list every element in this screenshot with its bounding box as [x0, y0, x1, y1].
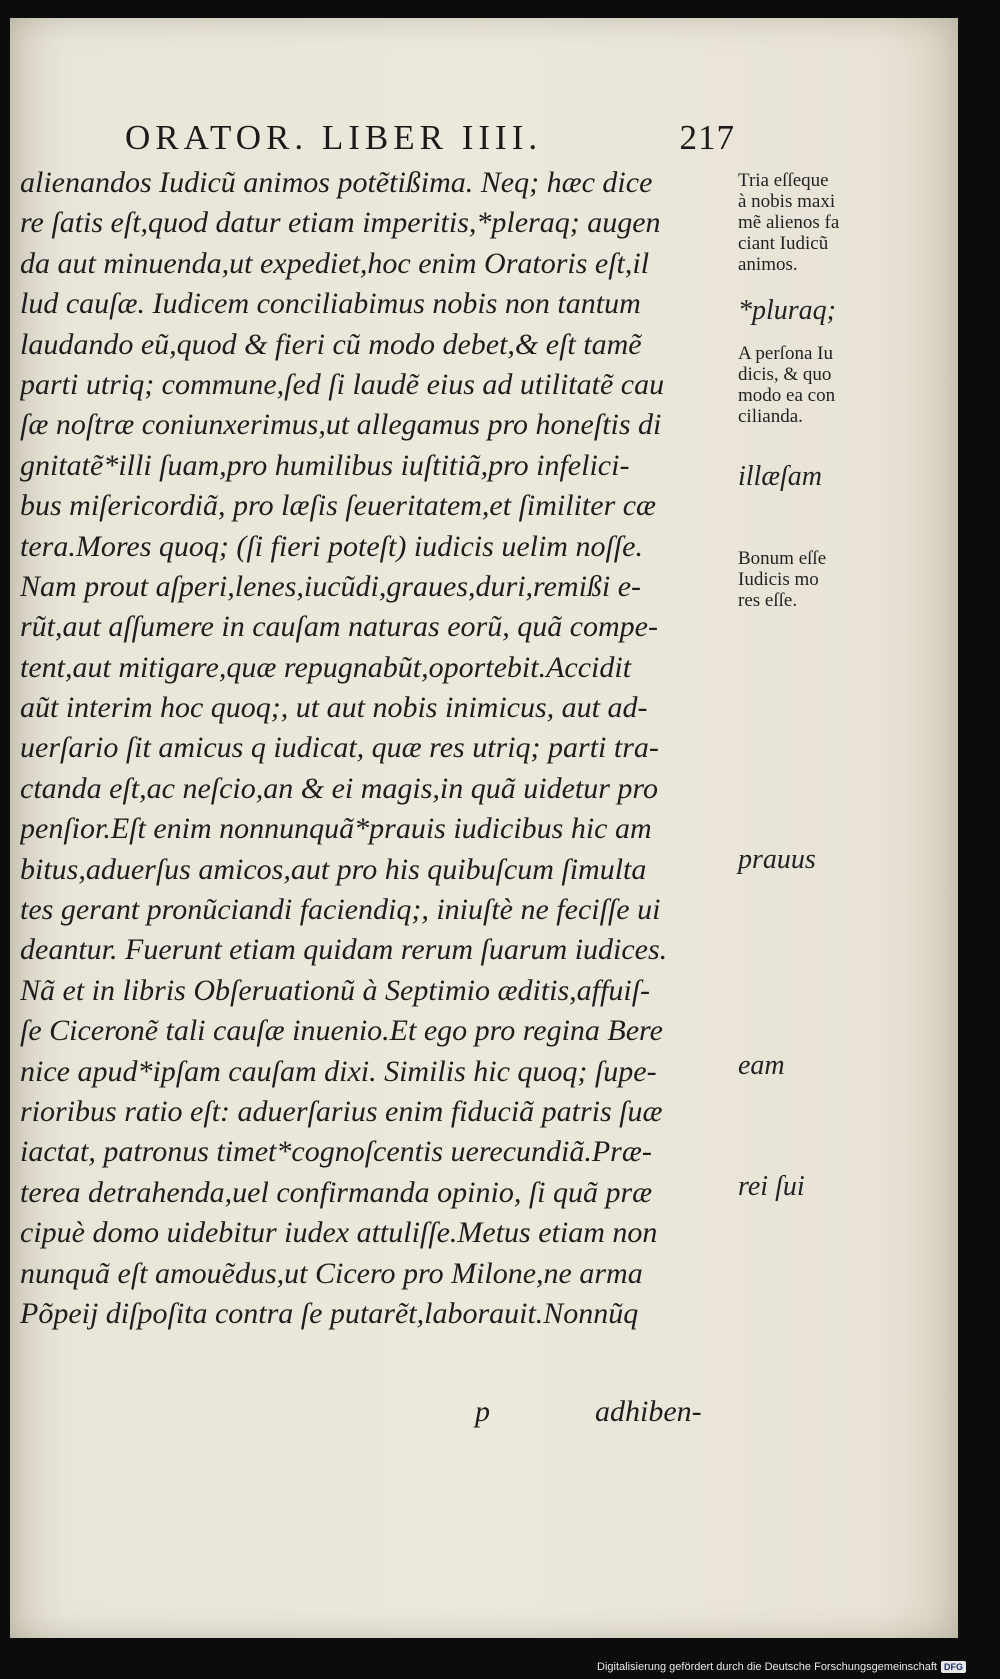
text-line: parti utriq; commune,ſed ſi laudẽ eius ad utilitatẽ cau — [20, 367, 665, 401]
text-line: re ſatis eſt,quod datur etiam imperitis,*pleraq; augen — [20, 206, 661, 240]
text-line: bus miſericordiã, pro læſis ſeueritatem,et ſimiliter cæ — [20, 489, 657, 523]
text-line: terea detrahenda,uel confirmanda opinio, ſi quã præ — [20, 1175, 653, 1209]
text-line: iactat, patronus timet*cognoſcentis uerecundiã.Præ- — [20, 1135, 652, 1169]
text-line: deantur. Fuerunt etiam quidam rerum ſuarum iudices. — [20, 933, 668, 967]
running-header — [125, 118, 735, 158]
text-line: nice apud*ipſam cauſam dixi. Similis hic quoq; ſupe- — [20, 1054, 657, 1088]
main-text-block — [20, 163, 735, 1334]
margin-variant-illaesam: illæſam — [738, 461, 823, 492]
text-line: nunquã eſt amouẽdus,ut Cicero pro Milone,ne arma — [20, 1256, 643, 1290]
text-line: uerſario ſit amicus q iudicat, quæ res utriq; parti tra- — [20, 731, 659, 765]
running-title: ORATOR. LIBER IIII. — [125, 118, 543, 157]
text-line: Nã et in libris Obſeruationũ à Septimio æditis,affuiſ- — [20, 973, 651, 1007]
text-line: da aut minuenda,ut expediet,hoc enim Oratoris eſt,il — [20, 246, 650, 280]
text-line: ſæ noſtræ coniunxerimus,ut allegamus pro honeſtis di — [20, 408, 662, 442]
margin-note-line: cilianda. — [738, 406, 803, 427]
text-line: rioribus ratio eſt: aduerſarius enim fiduciã patris ſuæ — [20, 1094, 663, 1128]
text-line: penſior.Eſt enim nonnunquã*prauis iudicibus hic am — [20, 812, 652, 846]
signature-mark: p — [475, 1395, 490, 1428]
catchword: adhiben- — [595, 1395, 702, 1428]
dfg-logo: DFG — [941, 1661, 966, 1673]
text-line: ctanda eſt,ac neſcio,an & ei magis,in quã uidetur pro — [20, 771, 658, 805]
text-line: ſe Ciceronẽ tali cauſæ inuenio.Et ego pro regina Bere — [20, 1014, 663, 1048]
margin-note-line: mẽ alienos fa — [738, 212, 840, 233]
text-line: tera.Mores quoq; (ſi fieri poteſt) iudicis uelim noſſe. — [20, 529, 643, 563]
text-line: gnitatẽ*illi ſuam,pro humilibus iuſtitiã,pro infelici- — [20, 448, 630, 482]
text-line: lud cauſæ. Iudicem conciliabimus nobis non tantum — [20, 287, 641, 321]
margin-variant-pluraq: *pluraq; — [738, 295, 836, 326]
text-line: alienandos Iudicũ animos potẽtißima. Neq; hæc dice — [20, 166, 653, 199]
margin-note-line: res eſſe. — [738, 590, 798, 611]
text-line: tes gerant pronũciandi faciendiq;, iniuſtè ne feciſſe ui — [20, 893, 661, 927]
text-line: Põpeij diſpoſita contra ſe putarẽt,laborauit.Nonnũq — [20, 1296, 639, 1330]
margin-note-line: ciant Iudicũ — [738, 233, 829, 254]
footer-credit: Digitalisierung gefördert durch die Deutsche Forschungsgemeinschaft — [597, 1661, 937, 1673]
text-line: cipuè domo uidebitur iudex attuliſſe.Metus etiam non — [20, 1216, 658, 1250]
margin-note-tria — [738, 170, 898, 275]
page-number: 217 — [679, 118, 735, 157]
digitization-footer — [597, 1661, 966, 1673]
margin-note-bonum — [738, 548, 898, 611]
margin-note-line: Tria eſſeque — [738, 170, 829, 191]
margin-variant-prauus: prauus — [738, 844, 816, 875]
margin-note-persona — [738, 343, 898, 427]
text-line: bitus,aduerſus amicos,aut pro his quibuſcum ſimulta — [20, 852, 647, 886]
margin-note-line: dicis, & quo — [738, 364, 832, 385]
text-line: aũt interim hoc quoq;, ut aut nobis inimicus, aut ad- — [20, 691, 648, 725]
margin-variant-rei-sui: rei ſui — [738, 1171, 805, 1202]
margin-note-line: à nobis maxi — [738, 191, 836, 212]
text-line: tent,aut mitigare,quæ repugnabũt,oportebit.Accidit — [20, 650, 632, 684]
text-line: Nam prout aſperi,lenes,iucũdi,graues,duri,remißi e- — [20, 569, 642, 603]
text-line: laudando eũ,quod & fieri cũ modo debet,& eſt tamẽ — [20, 327, 642, 361]
text-line: rũt,aut aſſumere in cauſam naturas eorũ, quã compe- — [20, 610, 658, 644]
margin-note-line: A perſona Iu — [738, 343, 833, 364]
margin-note-line: modo ea con — [738, 385, 836, 406]
margin-variant-eam: eam — [738, 1050, 785, 1081]
margin-note-line: Iudicis mo — [738, 569, 819, 590]
margin-note-line: animos. — [738, 254, 798, 275]
margin-note-line: Bonum eſſe — [738, 548, 827, 569]
